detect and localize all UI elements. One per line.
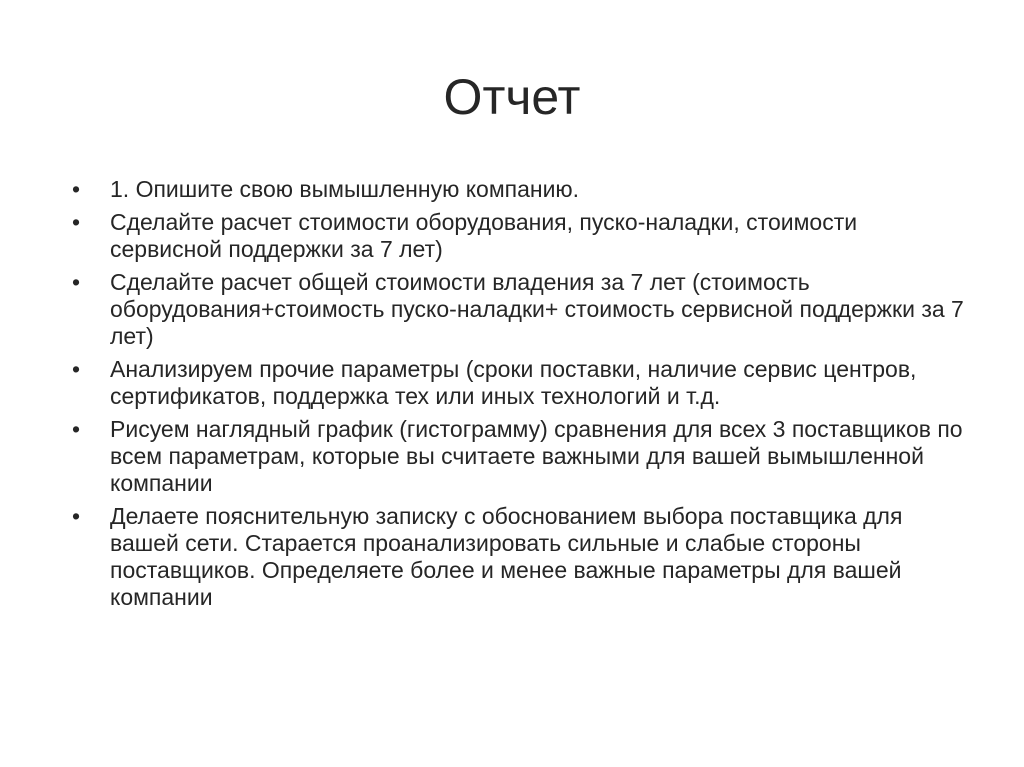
bullet-icon: • <box>72 503 81 529</box>
bullet-text: Сделайте расчет общей стоимости владения за 7 лет (стоимость оборудования+стоимость пуско-наладки+ стоимость сервисной поддержки за 7 лет) <box>110 269 964 349</box>
bullet-text: Рисуем наглядный график (гистограмму) сравнения для всех 3 поставщиков по всем параметрам, которые вы считаете важными для вашей вымышленной компании <box>110 416 963 496</box>
bullet-icon: • <box>72 209 81 235</box>
bullet-list <box>72 176 972 617</box>
bullet-icon: • <box>72 176 81 202</box>
bullet-text: Делаете пояснительную записку с обоснованием выбора поставщика для вашей сети. Старается проанализировать сильные и слабые стороны поставщиков. Определяете более и менее важные параметры для вашей компании <box>110 503 903 610</box>
list-item <box>72 209 972 263</box>
list-item <box>72 176 972 203</box>
bullet-icon: • <box>72 356 81 382</box>
bullet-icon: • <box>72 269 81 295</box>
bullet-text: Анализируем прочие параметры (сроки поставки, наличие сервис центров, сертификатов, поддержка тех или иных технологий и т.д. <box>110 356 917 409</box>
list-item <box>72 356 972 410</box>
bullet-text: Сделайте расчет стоимости оборудования, пуско-наладки, стоимости сервисной поддержки за 7 лет) <box>110 209 858 262</box>
list-item <box>72 503 972 611</box>
slide-title: Отчет <box>443 69 581 125</box>
bullet-icon: • <box>72 416 81 442</box>
list-item <box>72 416 972 497</box>
bullet-text: 1. Опишите свою вымышленную компанию. <box>110 176 580 202</box>
list-item <box>72 269 972 350</box>
